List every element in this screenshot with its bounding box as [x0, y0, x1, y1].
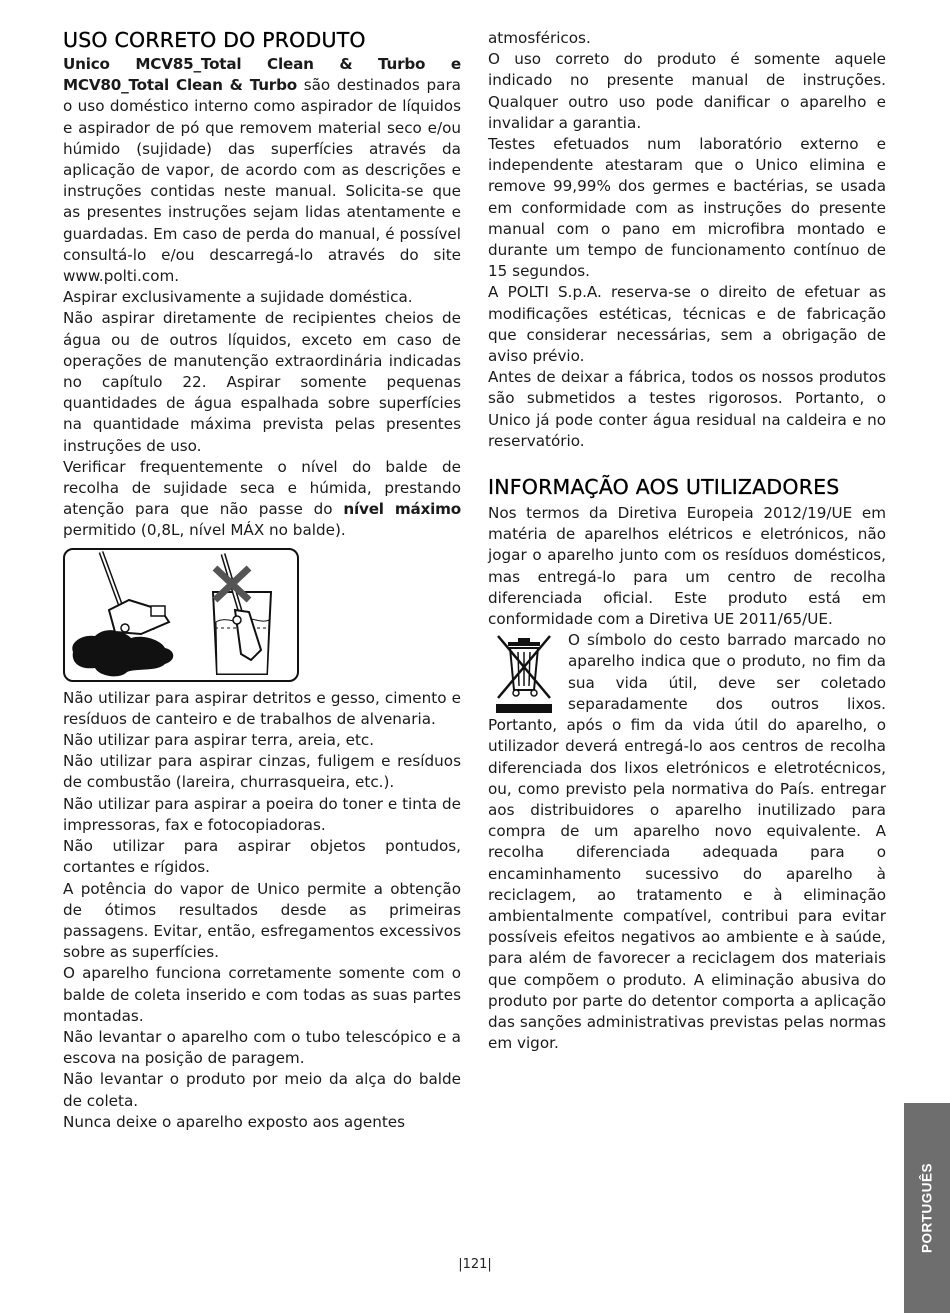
paragraph-modifications: A POLTI S.p.A. reserva-se o direito de efetuar as modificações estéticas, técnicas e de fabricação que considerar necessárias, sem a obrigação de aviso prévio.: [488, 283, 886, 366]
paragraph-weather-cont: atmosféricos.: [488, 29, 591, 47]
vacuum-liquid-warning-illustration: [63, 548, 299, 682]
paragraph-factory-tests: Antes de deixar a fábrica, todos os nossos produtos são submetidos a testes rigorosos. Portanto, o Unico já pode conter água residual na caldeira e no reservatório.: [488, 368, 886, 450]
page-number: [0, 1257, 950, 1272]
section-heading-informacao: INFORMAÇÃO AOS UTILIZADORES: [488, 475, 840, 500]
max-level-label: nível máximo: [343, 500, 461, 519]
paragraph-no-toner: Não utilizar para aspirar a poeira do toner e tinta de impressoras, fax e fotocopiadoras.: [63, 794, 461, 834]
paragraph-no-liquids: Não aspirar diretamente de recipientes cheios de água ou de outros líquidos, exceto em caso de operações de manutenção extraordinária indicadas no capítulo 22. Aspirar somente pequenas quantidades de água espalhada sobre superfícies na quantidade máxima prevista pelas presentes instruções de uso.: [63, 309, 461, 455]
right-column: [488, 28, 886, 1054]
paragraph-weather: Nunca deixe o aparelho exposto aos agentes: [63, 1112, 406, 1131]
paragraph-bucket-inserted: O aparelho funciona corretamente somente com o balde de coleta inserido e com todas as suas partes montadas.: [63, 964, 461, 1025]
language-tab-label: PORTUGUÊS: [919, 1162, 935, 1254]
language-tab: [904, 1103, 950, 1313]
page-number-value: 121: [462, 1257, 488, 1272]
paragraph-no-soil: Não utilizar para aspirar terra, areia, etc.: [63, 731, 375, 750]
page-number-left-bar: |: [458, 1257, 463, 1272]
paragraph-no-sharp: Não utilizar para aspirar objetos pontudos, cortantes e rígidos.: [63, 837, 461, 877]
paragraph-check-level: Verificar frequentemente o nível do balde de recolha de sujidade seca e húmida, prestando atenção para que não passe do nível máximo permitido (0,8L, nível MÁX no balde).: [63, 457, 461, 540]
product-models: Unico MCV85_Total Clean & Turbo e MCV80_Total Clean & Turbo: [63, 55, 461, 95]
vacuum-liquid-warning-icon: [65, 550, 297, 680]
paragraph-no-lift-tube: Não levantar o aparelho com o tubo telescópico e a escova na posição de paragem.: [63, 1027, 461, 1068]
paragraph-no-debris: Não utilizar para aspirar detritos e gesso, cimento e resíduos de canteiro e de trabalhos de alvenaria.: [63, 688, 461, 728]
paragraph-no-lift-handle: Não levantar o produto por meio da alça do balde de coleta.: [63, 1070, 461, 1110]
paragraph-correct-use: O uso correto do produto é somente aquele indicado no presente manual de instruções. Qualquer outro uso pode danificar o aparelho e invalidar a garantia.: [488, 50, 886, 132]
paragraph-lab-tests: Testes efetuados num laboratório externo e independente atestaram que o Unico elimina e remove 99,99% dos germes e bactérias, se usada em conformidade com as instruções do presente manual com o pano em microfibra montado e durante um tempo de funcionamento contínuo de 15 segundos.: [488, 135, 886, 281]
weee-crossed-bin-icon: [492, 632, 556, 714]
paragraph-intended-use: Unico MCV85_Total Clean & Turbo e MCV80_Total Clean & Turbo são destinados para o uso doméstico interno como aspirador de líquidos e aspirador de pó que removem material seco e/ou húmido (sujidade) das superfícies através da aplicação de vapor, de acordo com as descrições e instruções contidas neste manual. Solicita-se que as presentes instruções sejam lidas atentamente e guardadas. Em caso de perda do manual, é possível consultá-lo e/ou descarregá-lo através do site www.polti.com.: [63, 55, 461, 286]
paragraph-steam-power: A potência do vapor de Unico permite a obtenção de ótimos resultados desde as primeiras passagens. Evitar, então, esfregamentos excessivos sobre as superfícies.: [63, 879, 461, 962]
left-column: [63, 26, 461, 1133]
paragraph-weee-symbol: O símbolo do cesto barrado marcado no aparelho indica que o produto, no fim da sua vida útil, deve ser coletado separadamente dos outros lixos. Portanto, após o fim da vida útil do aparelho, o utilizador deverá entregá-lo aos centros de recolha diferenciada dos lixos eletrónicos e eletrotécnicos, ou, como previsto pela normativa do País. entregar aos distribuidores o aparelho inutilizado para compra de um aparelho novo equivalente. A recolha diferenciada adequada para o encaminhamento sucessivo do aparelho à reciclagem, ao tratamento e à eliminação ambientalmente compatível, contribui para evitar possíveis efeitos negativos ao ambiente e à saúde, para além de favorecer a reciclagem dos materiais que compõem o produto. A eliminação abusiva do produto por parte do detentor comporta a aplicação das sanções administrativas previstas pelas normas em vigor.: [488, 631, 886, 1053]
paragraph-domestic-dirt: Aspirar exclusivamente a sujidade doméstica.: [63, 288, 413, 307]
section-heading-uso-correto: USO CORRETO DO PRODUTO: [63, 28, 366, 52]
page-number-right-bar: |: [487, 1257, 492, 1272]
paragraph-weee-directive: Nos termos da Diretiva Europeia 2012/19/UE em matéria de aparelhos elétricos e eletrónicos, não jogar o aparelho junto com os resíduos domésticos, mas entregá-lo para um centro de recolha diferenciada oficial. Este produto está em conformidade com a Diretiva UE 2011/65/UE.: [488, 504, 886, 629]
paragraph-no-ashes: Não utilizar para aspirar cinzas, fuligem e resíduos de combustão (lareira, churrasqueira, etc.).: [63, 752, 461, 792]
weee-block: [488, 630, 886, 1054]
